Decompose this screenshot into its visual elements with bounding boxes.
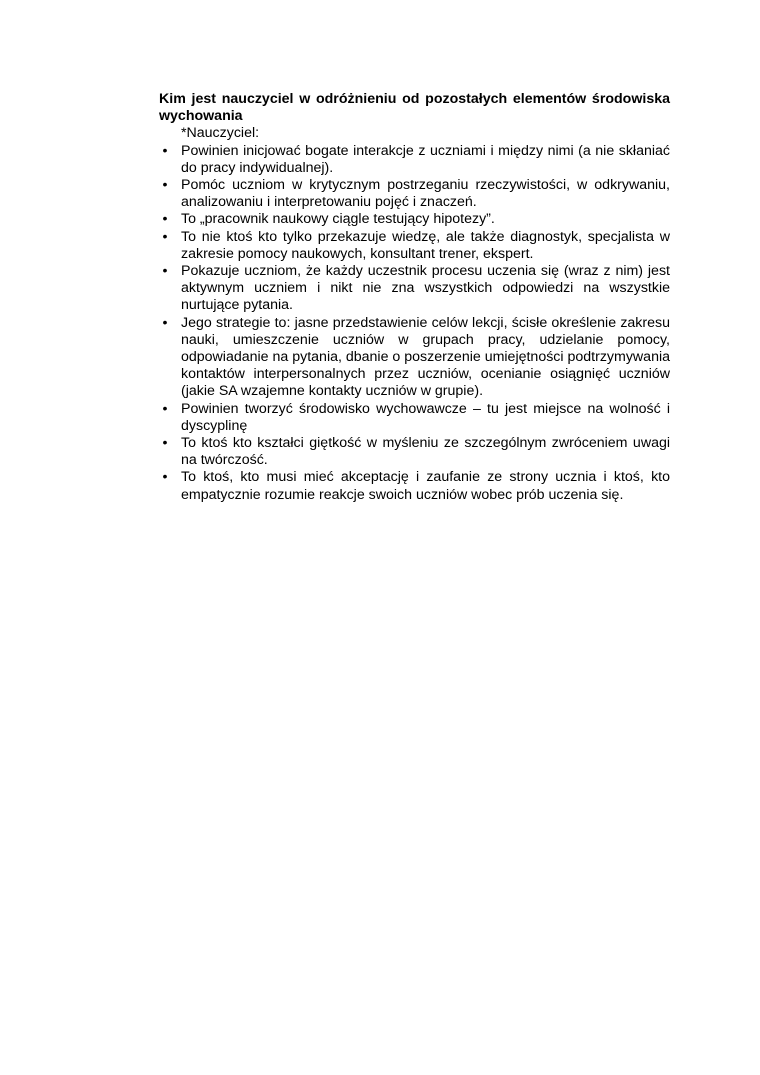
list-item-text: To nie ktoś kto tylko przekazuje wiedzę, ale także diagnostyk, specjalista w zakresie pomocy naukowych, konsultant trener, ekspert.: [181, 228, 670, 262]
list-item: [159, 229, 670, 263]
list-item-text: To ktoś, kto musi mieć akceptację i zaufanie ze strony ucznia i ktoś, kto empatycznie rozumie reakcje swoich uczniów wobec prób uczenia się.: [181, 469, 670, 503]
bullet-icon: •: [162, 142, 168, 159]
bullet-icon: •: [162, 314, 168, 331]
bullet-icon: •: [162, 435, 168, 452]
list-item: [159, 469, 670, 503]
bullet-icon: •: [162, 228, 168, 245]
bullet-list: [159, 143, 670, 504]
bullet-icon: •: [162, 211, 168, 228]
bullet-icon: •: [162, 400, 168, 417]
list-item-text: Pomóc uczniom w krytycznym postrzeganiu rzeczywistości, w odkrywaniu, analizowaniu i interpretowaniu pojęć i znaczeń.: [181, 177, 670, 211]
list-item: [159, 211, 670, 228]
list-item-text: Pokazuje uczniom, że każdy uczestnik procesu uczenia się (wraz z nim) jest aktywnym uczniem i nikt nie zna wszystkich odpowiedzi na wszystkie nurtujące pytania.: [181, 263, 670, 314]
list-item-text: Powinien tworzyć środowisko wychowawcze – tu jest miejsce na wolność i dyscyplinę: [181, 400, 670, 434]
bullet-icon: •: [162, 469, 168, 486]
list-item: [159, 435, 670, 469]
document-title: Kim jest nauczyciel w odróżnieniu od pozostałych elementów środowiska wychowania: [159, 91, 670, 125]
bullet-icon: •: [162, 263, 168, 280]
bullet-icon: •: [162, 177, 168, 194]
list-item: [159, 315, 670, 401]
document-subtitle: *Nauczyciel:: [181, 125, 260, 142]
list-item-text: To „pracownik naukowy ciągle testujący hipotezy”.: [181, 211, 495, 228]
document-content: [159, 91, 670, 504]
list-item: [159, 263, 670, 315]
list-item: [159, 401, 670, 435]
list-item-text: Powinien inicjować bogate interakcje z uczniami i między nimi (a nie skłaniać do pracy indywidualnej).: [181, 142, 670, 176]
list-item-text: Jego strategie to: jasne przedstawienie celów lekcji, ścisłe określenie zakresu nauki, umieszczenie uczniów w grupach pracy, udzielanie pomocy, odpowiadanie na pytania, dbanie o poszerzenie umiejętności podtrzymywania kontaktów interpersonalnych przez uczniów, ocenianie osiągnięć uczniów (jakie SA wzajemne kontakty uczniów w grupie).: [181, 314, 670, 400]
list-item: [159, 143, 670, 177]
list-item-text: To ktoś kto kształci giętkość w myśleniu ze szczególnym zwróceniem uwagi na twórczość.: [181, 435, 670, 469]
list-item: [159, 177, 670, 211]
